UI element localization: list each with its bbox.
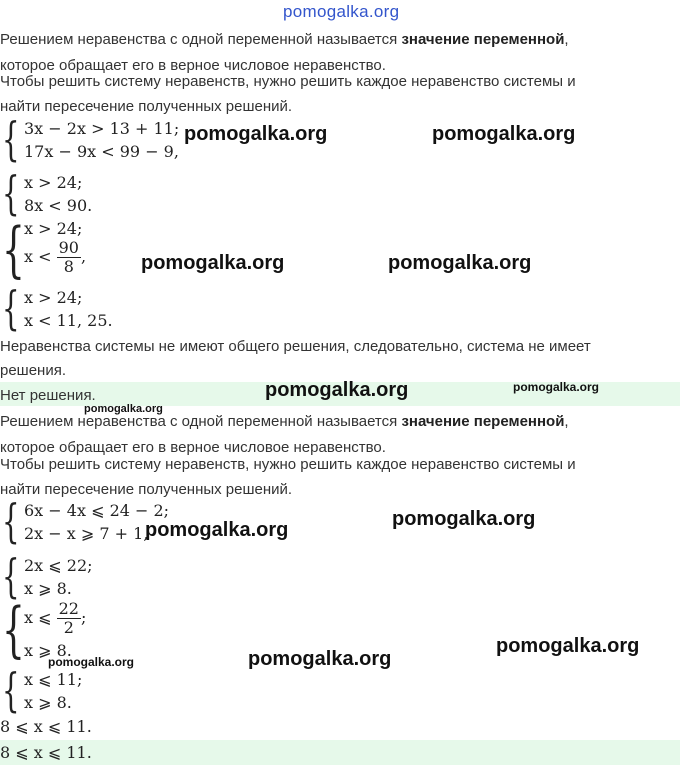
definition-text-suffix: ,	[564, 413, 569, 430]
system3-line2: x ⩾ 8.	[24, 641, 72, 660]
definition-term: значение переменной	[401, 413, 565, 430]
system2-line2: x ⩾ 8.	[24, 579, 72, 598]
definition-text-line2: которое обращает его в верное числовое неравенство.	[0, 57, 386, 74]
definition-text-prefix: Решением неравенства с одной переменной называется	[0, 413, 402, 430]
system3-line1: x > 24;	[24, 219, 83, 238]
definition-text-suffix: ,	[564, 31, 569, 48]
system1-line1: 6x − 4x ⩽ 24 − 2;	[24, 501, 170, 520]
watermark: pomogalka.org	[145, 519, 289, 541]
watermark: pomogalka.org	[432, 123, 576, 145]
system-brace: {	[2, 595, 25, 665]
watermark: pomogalka.org	[48, 655, 135, 669]
system3-line2	[24, 239, 86, 276]
system3-punct: ,	[80, 247, 87, 266]
result-text: 8 ⩽ x ⩽ 11.	[0, 717, 92, 736]
answer-text: 8 ⩽ x ⩽ 11.	[0, 743, 92, 762]
fraction-denominator: 2	[63, 618, 74, 637]
watermark: pomogalka.org	[265, 379, 409, 401]
watermark: pomogalka.org	[141, 252, 285, 274]
system3-punct: ;	[80, 608, 87, 627]
watermark: pomogalka.org	[248, 648, 392, 670]
watermark: pomogalka.org	[184, 123, 328, 145]
system-brace: {	[2, 281, 20, 335]
definition-text	[0, 30, 680, 74]
system1-line1: 3x − 2x > 13 + 11;	[24, 119, 180, 138]
definition-text-prefix: Решением неравенства с одной переменной называется	[0, 31, 402, 48]
answer-band	[0, 740, 680, 765]
fraction-denominator: 8	[63, 257, 74, 276]
method-text-line1: Чтобы решить систему неравенств, нужно решить каждое неравенство системы и	[0, 73, 576, 90]
watermark: pomogalka.org	[84, 403, 163, 415]
system4-line1: x > 24;	[24, 288, 83, 307]
system4-line2: x ⩾ 8.	[24, 693, 72, 712]
answer-text: Нет решения.	[0, 387, 96, 404]
method-text-line2: найти пересечение полученных решений.	[0, 98, 293, 115]
system2-line1: 2x ⩽ 22;	[24, 556, 93, 575]
system3-inequality: x <	[24, 247, 52, 266]
definition-text-line2: которое обращает его в верное числовое неравенство.	[0, 439, 386, 456]
system2-line2: 8x < 90.	[24, 196, 93, 215]
fraction-numerator: 90	[58, 238, 79, 257]
system2-line1: x > 24;	[24, 173, 83, 192]
system-brace: {	[2, 663, 20, 717]
watermark-top: pomogalka.org	[283, 2, 400, 21]
watermark: pomogalka.org	[496, 635, 640, 657]
fraction	[57, 600, 81, 637]
system4-line1: x ⩽ 11;	[24, 670, 83, 689]
watermark: pomogalka.org	[513, 380, 600, 394]
conclusion-text-line1: Неравенства системы не имеют общего решения, следовательно, система не имеет	[0, 338, 591, 355]
method-text-line1: Чтобы решить систему неравенств, нужно решить каждое неравенство системы и	[0, 456, 576, 473]
fraction-numerator: 22	[58, 599, 79, 618]
definition-text	[0, 412, 680, 456]
method-text-line2: найти пересечение полученных решений.	[0, 481, 293, 498]
system3-inequality: x ⩽	[24, 608, 52, 627]
system-brace: {	[2, 166, 20, 220]
watermark: pomogalka.org	[392, 508, 536, 530]
definition-term: значение переменной	[401, 31, 565, 48]
system3-line1	[24, 600, 86, 637]
system-brace: {	[2, 112, 20, 166]
watermark: pomogalka.org	[388, 252, 532, 274]
system-brace: {	[2, 215, 25, 285]
fraction	[57, 239, 81, 276]
system-brace: {	[2, 549, 20, 603]
system1-line2: 2x − x ⩾ 7 + 1,	[24, 524, 149, 543]
system-brace: {	[2, 494, 20, 548]
conclusion-text-line2: решения.	[0, 362, 67, 379]
system1-line2: 17x − 9x < 99 − 9,	[24, 142, 179, 161]
system4-line2: x < 11, 25.	[24, 311, 113, 330]
